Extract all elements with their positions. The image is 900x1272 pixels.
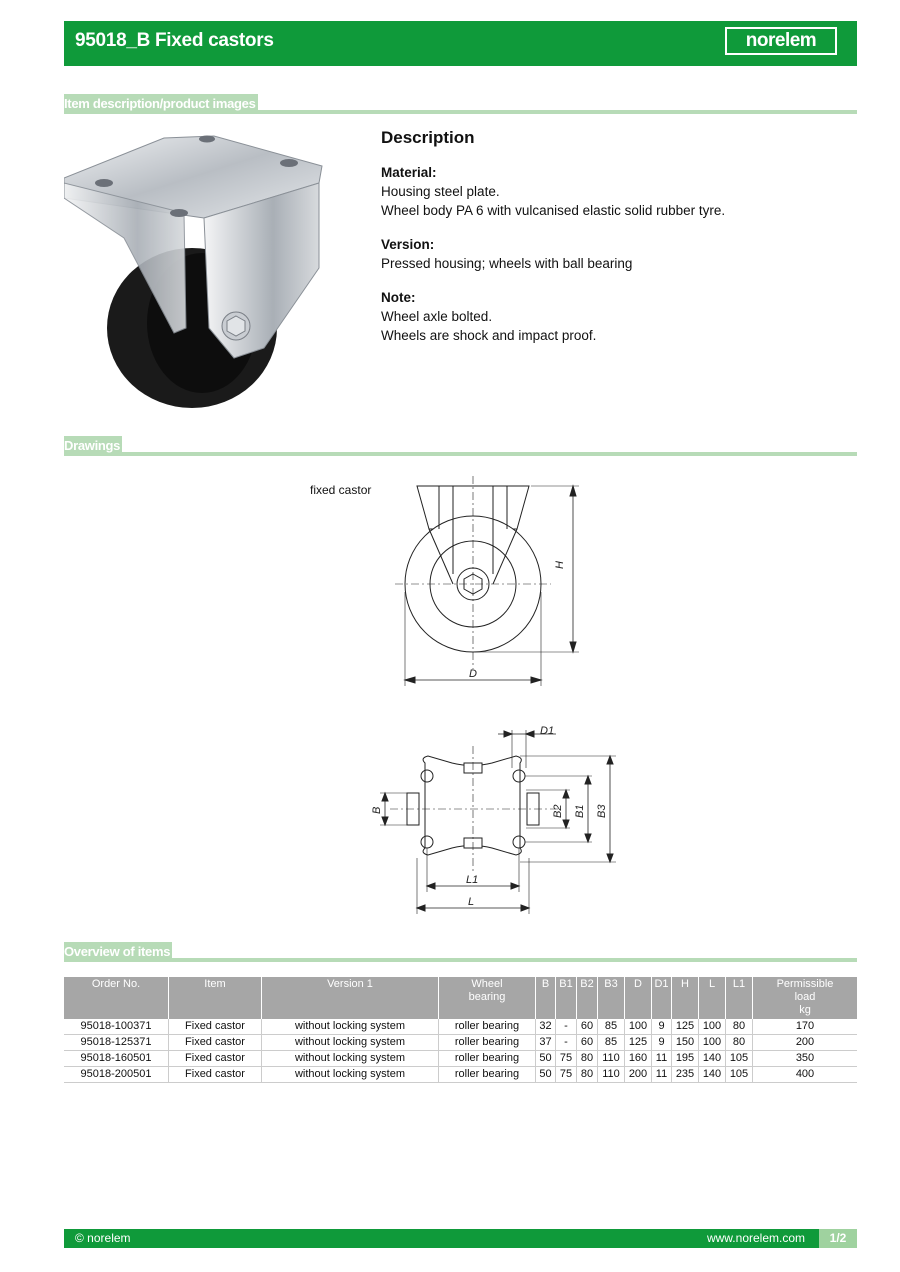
table-cell: 125 [625, 1035, 652, 1051]
table-cell: 50 [536, 1051, 556, 1067]
table-cell: 60 [577, 1019, 598, 1035]
page-footer [64, 1229, 857, 1248]
table-cell: 105 [726, 1051, 753, 1067]
table-cell: 195 [672, 1051, 699, 1067]
website-link[interactable]: www.norelem.com [706, 1231, 805, 1245]
col-b: B [536, 977, 556, 1019]
col-order-no: Order No. [64, 977, 169, 1019]
version-heading: Version: [381, 237, 435, 252]
section-title: Item description/product images [64, 94, 258, 114]
table-cell: 11 [652, 1067, 672, 1083]
dim-d: D [469, 668, 477, 680]
page-header [64, 21, 857, 66]
table-cell: 75 [556, 1051, 577, 1067]
version-text-1: Pressed housing; wheels with ball bearing [381, 256, 633, 271]
dim-b3: B3 [596, 804, 608, 818]
table-cell: 150 [672, 1035, 699, 1051]
table-cell: 32 [536, 1019, 556, 1035]
table-cell: 95018-125371 [64, 1035, 169, 1051]
dim-h: H [554, 561, 566, 569]
table-cell: 95018-100371 [64, 1019, 169, 1035]
col-d: D [625, 977, 652, 1019]
table-cell: 200 [625, 1067, 652, 1083]
side-view-drawing [395, 474, 595, 689]
table-cell: 95018-200501 [64, 1067, 169, 1083]
table-cell: 105 [726, 1067, 753, 1083]
table-cell: 95018-160501 [64, 1051, 169, 1067]
col-b3: B3 [598, 977, 625, 1019]
table-cell: 9 [652, 1019, 672, 1035]
table-cell: 100 [699, 1035, 726, 1051]
top-view-drawing [360, 718, 620, 918]
table-cell: 85 [598, 1019, 625, 1035]
table-cell: roller bearing [439, 1019, 536, 1035]
table-row [64, 1051, 857, 1067]
product-image [64, 128, 344, 418]
dim-l: L [468, 896, 475, 908]
note-heading: Note: [381, 290, 416, 305]
table-cell: 80 [577, 1067, 598, 1083]
table-header-row [64, 977, 857, 1019]
table-cell: without locking system [262, 1019, 439, 1035]
note-text-2: Wheels are shock and impact proof. [381, 328, 597, 343]
section-drawings [64, 434, 857, 456]
table-cell: 9 [652, 1035, 672, 1051]
col-d1: D1 [652, 977, 672, 1019]
table-cell: 200 [753, 1035, 858, 1051]
table-cell: 110 [598, 1067, 625, 1083]
table-cell: 60 [577, 1035, 598, 1051]
drawing-label: fixed castor [310, 483, 372, 497]
table-cell: Fixed castor [169, 1035, 262, 1051]
table-cell: 140 [699, 1051, 726, 1067]
table-cell: 170 [753, 1019, 858, 1035]
note-text-1: Wheel axle bolted. [381, 309, 493, 324]
table-cell: roller bearing [439, 1051, 536, 1067]
col-b2: B2 [577, 977, 598, 1019]
table-cell: Fixed castor [169, 1019, 262, 1035]
col-h: H [672, 977, 699, 1019]
section-title: Drawings [64, 436, 122, 456]
table-cell: 100 [625, 1019, 652, 1035]
dim-d1: D1 [540, 725, 555, 737]
table-cell: 235 [672, 1067, 699, 1083]
table-row [64, 1035, 857, 1051]
table-cell: without locking system [262, 1067, 439, 1083]
table-row [64, 1067, 857, 1083]
table-cell: 80 [726, 1019, 753, 1035]
table-cell: 80 [726, 1035, 753, 1051]
table-cell: 75 [556, 1067, 577, 1083]
page-number: 1/2 [819, 1229, 857, 1248]
col-item: Item [169, 977, 262, 1019]
table-row [64, 1019, 857, 1035]
section-overview [64, 940, 857, 962]
table-cell: Fixed castor [169, 1067, 262, 1083]
col-version: Version 1 [262, 977, 439, 1019]
table-cell: 140 [699, 1067, 726, 1083]
section-title: Overview of items [64, 942, 172, 962]
material-heading: Material: [381, 165, 437, 180]
table-cell: Fixed castor [169, 1051, 262, 1067]
dim-b2: B2 [552, 804, 564, 818]
table-cell: 11 [652, 1051, 672, 1067]
table-cell: 125 [672, 1019, 699, 1035]
table-cell: 37 [536, 1035, 556, 1051]
table-cell: 110 [598, 1051, 625, 1067]
description-title: Description [381, 128, 475, 147]
table-cell: 85 [598, 1035, 625, 1051]
col-l1: L1 [726, 977, 753, 1019]
dim-b: B [371, 806, 383, 814]
table-cell: 350 [753, 1051, 858, 1067]
page-title: 95018_B Fixed castors [75, 30, 274, 51]
col-b1: B1 [556, 977, 577, 1019]
col-wheel-bearing: Wheel bearing [439, 977, 536, 1019]
material-text-1: Housing steel plate. [381, 184, 500, 199]
table-cell: without locking system [262, 1035, 439, 1051]
table-cell: without locking system [262, 1051, 439, 1067]
table-cell: 160 [625, 1051, 652, 1067]
table-cell: - [556, 1035, 577, 1051]
description-block [381, 128, 841, 360]
section-item-description [64, 92, 857, 114]
table-cell: - [556, 1019, 577, 1035]
norelem-logo: norelem [725, 27, 837, 55]
table-cell: 100 [699, 1019, 726, 1035]
dim-l1: L1 [466, 874, 479, 886]
col-permissible-load: Permissible load kg [753, 977, 858, 1019]
table-cell: roller bearing [439, 1067, 536, 1083]
material-text-2: Wheel body PA 6 with vulcanised elastic solid rubber tyre. [381, 203, 726, 218]
copyright: © norelem [75, 1231, 131, 1245]
table-cell: 50 [536, 1067, 556, 1083]
dim-b1: B1 [574, 804, 586, 818]
table-cell: 80 [577, 1051, 598, 1067]
table-cell: 400 [753, 1067, 858, 1083]
table-cell: roller bearing [439, 1035, 536, 1051]
col-l: L [699, 977, 726, 1019]
items-table [64, 977, 857, 1083]
